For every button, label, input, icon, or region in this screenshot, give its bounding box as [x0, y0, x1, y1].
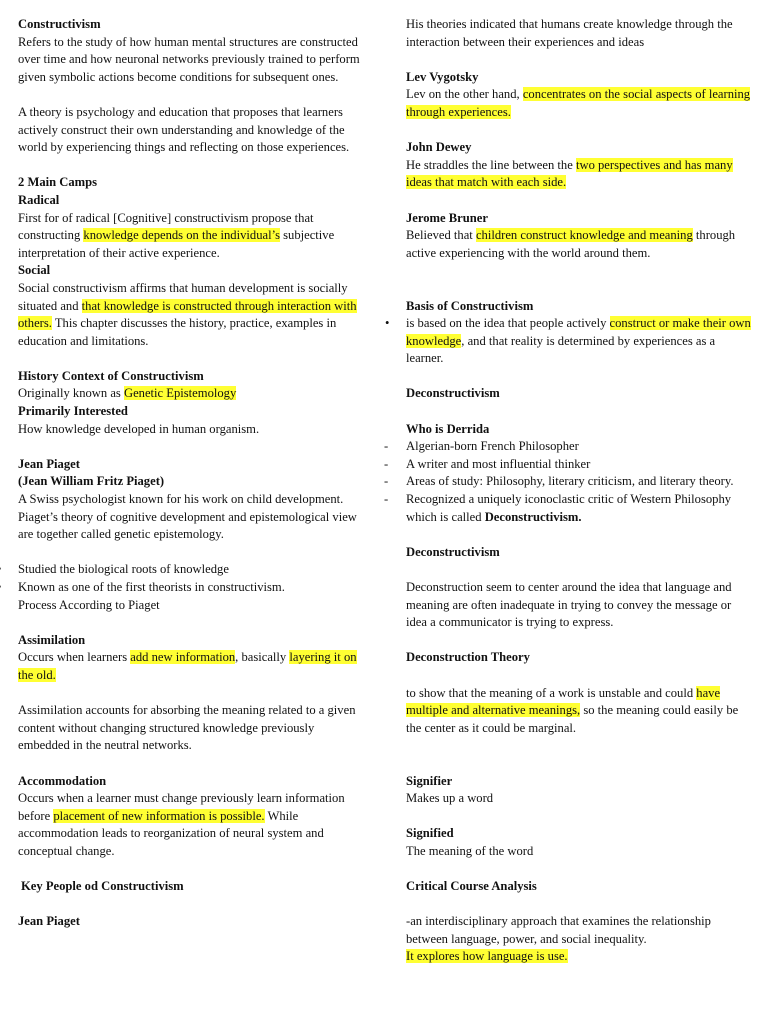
- deconstruction-theory-heading: Deconstruction Theory: [406, 650, 530, 665]
- dash-marker: -: [384, 492, 389, 507]
- radical-text-1: First for of radical [Cognitive] constructivism propose that constructing: [18, 210, 314, 243]
- piaget-heading-2: Jean Piaget: [18, 914, 80, 929]
- assimilation-heading: Assimilation: [18, 632, 86, 647]
- bruner-paragraph: [406, 227, 751, 262]
- theory-paragraph: A theory is psychology and education that proposes that learners actively construct their own understanding and knowledge of the world by experiencing things and reflecting on those experiences.: [18, 104, 350, 155]
- dewey-text-1: He straddles the line between the: [406, 157, 576, 172]
- vygotsky-text-1: Lev on the other hand,: [406, 87, 523, 102]
- dewey-heading: John Dewey: [406, 140, 472, 155]
- derrida-item-text: Recognized a uniquely iconoclastic critic of Western Philosophy which is called: [406, 492, 732, 524]
- signified-heading: Signified: [406, 826, 454, 841]
- constructivism-definition: Refers to the study of how human mental structures are constructed over time and how neuronal networks previously trained to perform given symbolic actions become conditions for subsequent ones.: [18, 34, 360, 84]
- social-highlight: that knowledge is constructed through interaction with others.: [18, 298, 357, 331]
- right-column: [384, 16, 751, 966]
- list-item: [384, 456, 751, 474]
- deconstructivism-heading-2: Deconstructivism: [406, 544, 500, 559]
- signified-text: The meaning of the word: [406, 843, 534, 858]
- main-camps-heading: 2 Main Camps: [18, 175, 98, 190]
- piaget-heading: Jean Piaget: [18, 456, 80, 471]
- process-text: Process According to Piaget: [18, 597, 160, 612]
- social-text-1: Social constructivism affirms that human development is socially situated and: [18, 280, 348, 313]
- assimilation-paragraph: [18, 649, 363, 684]
- dash-marker: -: [384, 456, 389, 471]
- vygotsky-heading: Lev Vygotsky: [406, 69, 479, 84]
- bruner-text-2: through active experiencing with the world around them.: [406, 228, 736, 260]
- bruner-heading: Jerome Bruner: [406, 210, 488, 225]
- assim-highlight-1: add new information: [130, 650, 236, 665]
- accom-text-1: Occurs when a learner must change previously learn information before: [18, 791, 345, 823]
- basis-highlight: construct or make their own knowledge: [406, 316, 751, 348]
- bruner-highlight: children construct knowledge and meaning: [475, 228, 693, 243]
- critical-analysis-heading: Critical Course Analysis: [406, 879, 537, 894]
- critical-highlight: It explores how language is use.: [406, 949, 568, 964]
- social-text-2: This chapter discusses the history, practice, examples in education and limitations.: [18, 316, 337, 348]
- key-people-heading: Key People od Constructivism: [21, 879, 184, 894]
- assimilation-accounts-paragraph: Assimilation accounts for absorbing the meaning related to a given content without changing structured knowledge previously embedded in the neutral networks.: [18, 703, 356, 753]
- derrida-item-bold: Deconstructivism.: [484, 509, 582, 524]
- dewey-paragraph: [406, 157, 751, 192]
- basis-heading: Basis of Constructivism: [406, 298, 534, 313]
- radical-text-2: subjective interpretation of their active experience.: [18, 228, 335, 260]
- deconstruction-theory-paragraph: [406, 685, 751, 738]
- dash-marker: -: [384, 474, 389, 489]
- basis-text-1: is based on the idea that people actively: [406, 316, 610, 331]
- list-item: [384, 438, 751, 456]
- history-highlight: Genetic Epistemology: [123, 386, 237, 401]
- list-item: [18, 579, 363, 597]
- assim-text-2: , basically: [235, 650, 290, 665]
- derrida-item-text: Areas of study: Philosophy, literary criticism, and literary theory.: [406, 474, 734, 489]
- piaget-fullname: (Jean William Fritz Piaget): [18, 474, 165, 489]
- radical-paragraph: [18, 210, 363, 263]
- decon-theory-text-2: so the meaning could easily be the center as it could be marginal.: [406, 703, 739, 735]
- piaget-paragraph: A Swiss psychologist known for his work on child development. Piaget’s theory of cognitive development and epistemological view are together called genetic epistemology.: [18, 492, 357, 542]
- bruner-text-1: Believed that: [406, 228, 476, 243]
- radical-heading: Radical: [18, 192, 60, 207]
- social-heading: Social: [18, 263, 51, 278]
- radical-highlight: knowledge depends on the individual’s: [83, 228, 280, 243]
- left-column: [18, 16, 363, 931]
- list-item: [18, 561, 363, 579]
- bullet-text: Known as one of the first theorists in constructivism.: [18, 580, 285, 594]
- accommodation-heading: Accommodation: [18, 773, 107, 788]
- accom-text-2: While accommodation leads to reorganization of neural system and conceptual change.: [18, 808, 324, 858]
- accommodation-paragraph: [18, 790, 363, 860]
- assim-highlight-2: layering it on the old.: [18, 650, 357, 682]
- piaget-theories-paragraph: His theories indicated that humans create knowledge through the interaction between their experiences and ideas: [406, 17, 733, 49]
- social-paragraph: [18, 280, 363, 350]
- critical-analysis-highlight-line: [406, 948, 751, 966]
- history-paragraph: [18, 385, 363, 403]
- signifier-text: Makes up a word: [406, 791, 494, 806]
- critical-analysis-paragraph: -an interdisciplinary approach that examines the relationship between language, power, and social inequality.: [406, 914, 711, 946]
- signifier-heading: Signifier: [406, 773, 453, 788]
- constructivism-heading: Constructivism: [18, 17, 101, 31]
- dash-marker: -: [384, 439, 389, 454]
- deconstruction-paragraph: Deconstruction seem to center around the idea that language and meaning are often inadequate in trying to convey the message or idea a communicator is trying to express.: [406, 580, 732, 630]
- bullet-marker: [0, 561, 1, 579]
- bullet-text: Studied the biological roots of knowledge: [18, 562, 229, 577]
- derrida-item-text: Algerian-born French Philosopher: [406, 439, 579, 454]
- decon-theory-text-1: to show that the meaning of a work is unstable and could: [406, 685, 697, 700]
- basis-text-2: , and that reality is determined by experiences as a learner.: [406, 333, 716, 366]
- derrida-heading: Who is Derrida: [406, 421, 490, 436]
- list-item: [384, 491, 751, 526]
- dewey-highlight: two perspectives and has many ideas that match with each side.: [406, 157, 733, 190]
- assim-text-1: Occurs when learners: [18, 650, 131, 665]
- vygotsky-paragraph: [406, 86, 751, 121]
- list-item: [384, 473, 751, 491]
- decon-theory-highlight: have multiple and alternative meanings,: [406, 685, 721, 718]
- bullet-marker: •: [385, 316, 390, 331]
- basis-bullet: [385, 315, 751, 368]
- accom-highlight: placement of new information is possible.: [53, 808, 265, 823]
- derrida-item-text: A writer and most influential thinker: [406, 456, 591, 471]
- bullet-marker: [0, 579, 1, 597]
- history-heading: History Context of Constructivism: [18, 368, 204, 383]
- deconstructivism-heading: Deconstructivism: [406, 386, 500, 401]
- primarily-paragraph: How knowledge developed in human organism.: [18, 421, 260, 436]
- vygotsky-highlight: concentrates on the social aspects of learning through experiences.: [406, 87, 751, 119]
- history-text: Originally known as: [18, 386, 124, 401]
- primarily-heading: Primarily Interested: [18, 404, 128, 419]
